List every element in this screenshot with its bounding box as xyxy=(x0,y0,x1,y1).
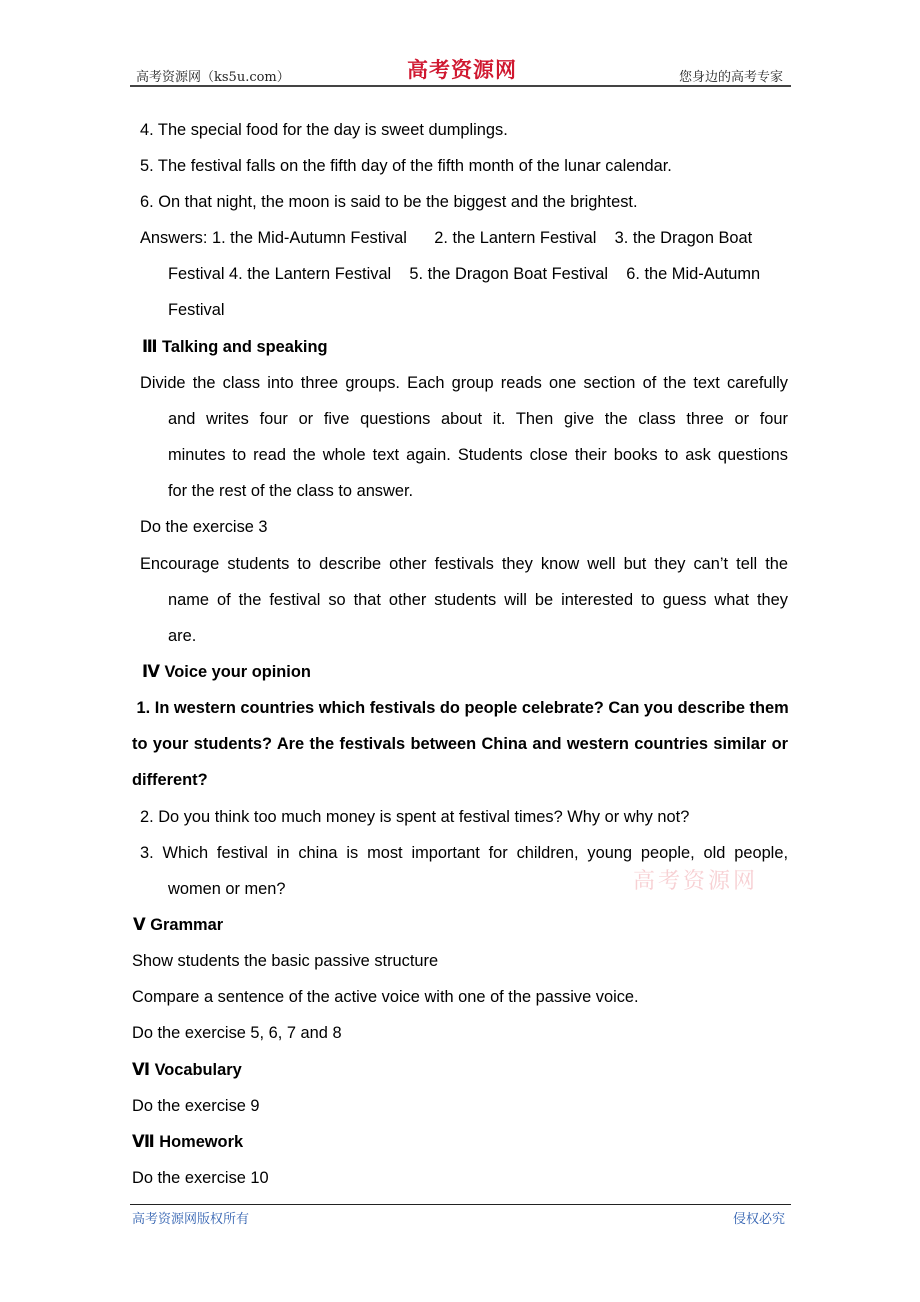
paragraph-line: name of the festival so that other students will be interested to guess what they xyxy=(168,591,788,609)
paragraph-line: for the rest of the class to answer. xyxy=(168,482,414,500)
paragraph-line: minutes to read the whole text again. Students close their books to ask questions xyxy=(168,446,788,464)
question-line: different? xyxy=(132,771,208,789)
exercise-line: Do the exercise 5, 6, 7 and 8 xyxy=(132,1024,342,1042)
section-heading-talking: Ⅲ Talking and speaking xyxy=(142,338,328,356)
list-item: 6. On that night, the moon is said to be the biggest and the brightest. xyxy=(140,193,638,211)
question-line: 1. In western countries which festivals do people celebrate? Can you describe them xyxy=(132,699,789,717)
footer-copyright: 高考资源网版权所有 xyxy=(132,1212,250,1227)
paragraph-line: Encourage students to describe other festivals they know well but they can’t tell the xyxy=(140,555,788,573)
answers-line: Festival xyxy=(168,301,225,319)
section-heading-homework: Ⅶ Homework xyxy=(132,1133,244,1151)
header-site-name: 高考资源网（ks5u.com） xyxy=(136,70,290,85)
answers-line: Answers: 1. the Mid-Autumn Festival 2. the Lantern Festival 3. the Dragon Boat xyxy=(140,229,753,247)
question-line: 2. Do you think too much money is spent at festival times? Why or why not? xyxy=(140,808,690,826)
footer-divider xyxy=(130,1204,791,1205)
paragraph-line: Divide the class into three groups. Each group reads one section of the text carefully xyxy=(140,374,788,392)
page-header xyxy=(130,52,791,88)
paragraph-line: Compare a sentence of the active voice with one of the passive voice. xyxy=(132,988,639,1006)
header-divider xyxy=(130,85,791,87)
exercise-line: Do the exercise 10 xyxy=(132,1169,269,1187)
section-heading-vocabulary: Ⅵ Vocabulary xyxy=(132,1061,242,1079)
question-line: 3. Which festival in china is most important for children, young people, old people, xyxy=(140,844,788,862)
header-logo: 高考资源网 xyxy=(407,57,517,82)
section-heading-grammar: Ⅴ Grammar xyxy=(133,916,224,934)
question-line: women or men? xyxy=(168,880,286,898)
header-slogan: 您身边的高考专家 xyxy=(678,70,783,85)
footer-notice: 侵权必究 xyxy=(732,1212,785,1227)
list-item: 4. The special food for the day is sweet dumplings. xyxy=(140,121,508,139)
section-heading-opinion: Ⅳ Voice your opinion xyxy=(142,663,311,681)
exercise-line: Do the exercise 9 xyxy=(132,1097,260,1115)
list-item: 5. The festival falls on the fifth day of the fifth month of the lunar calendar. xyxy=(140,157,672,175)
question-line: to your students? Are the festivals between China and western countries similar or xyxy=(132,735,788,753)
answers-line: Festival 4. the Lantern Festival 5. the Dragon Boat Festival 6. the Mid-Autumn xyxy=(168,265,761,283)
paragraph-line: Show students the basic passive structure xyxy=(132,952,439,970)
exercise-line: Do the exercise 3 xyxy=(140,518,268,536)
watermark: 高考资源网 xyxy=(633,869,759,894)
paragraph-line: and writes four or five questions about it. Then give the class three or four xyxy=(168,410,788,428)
paragraph-line: are. xyxy=(168,627,197,645)
